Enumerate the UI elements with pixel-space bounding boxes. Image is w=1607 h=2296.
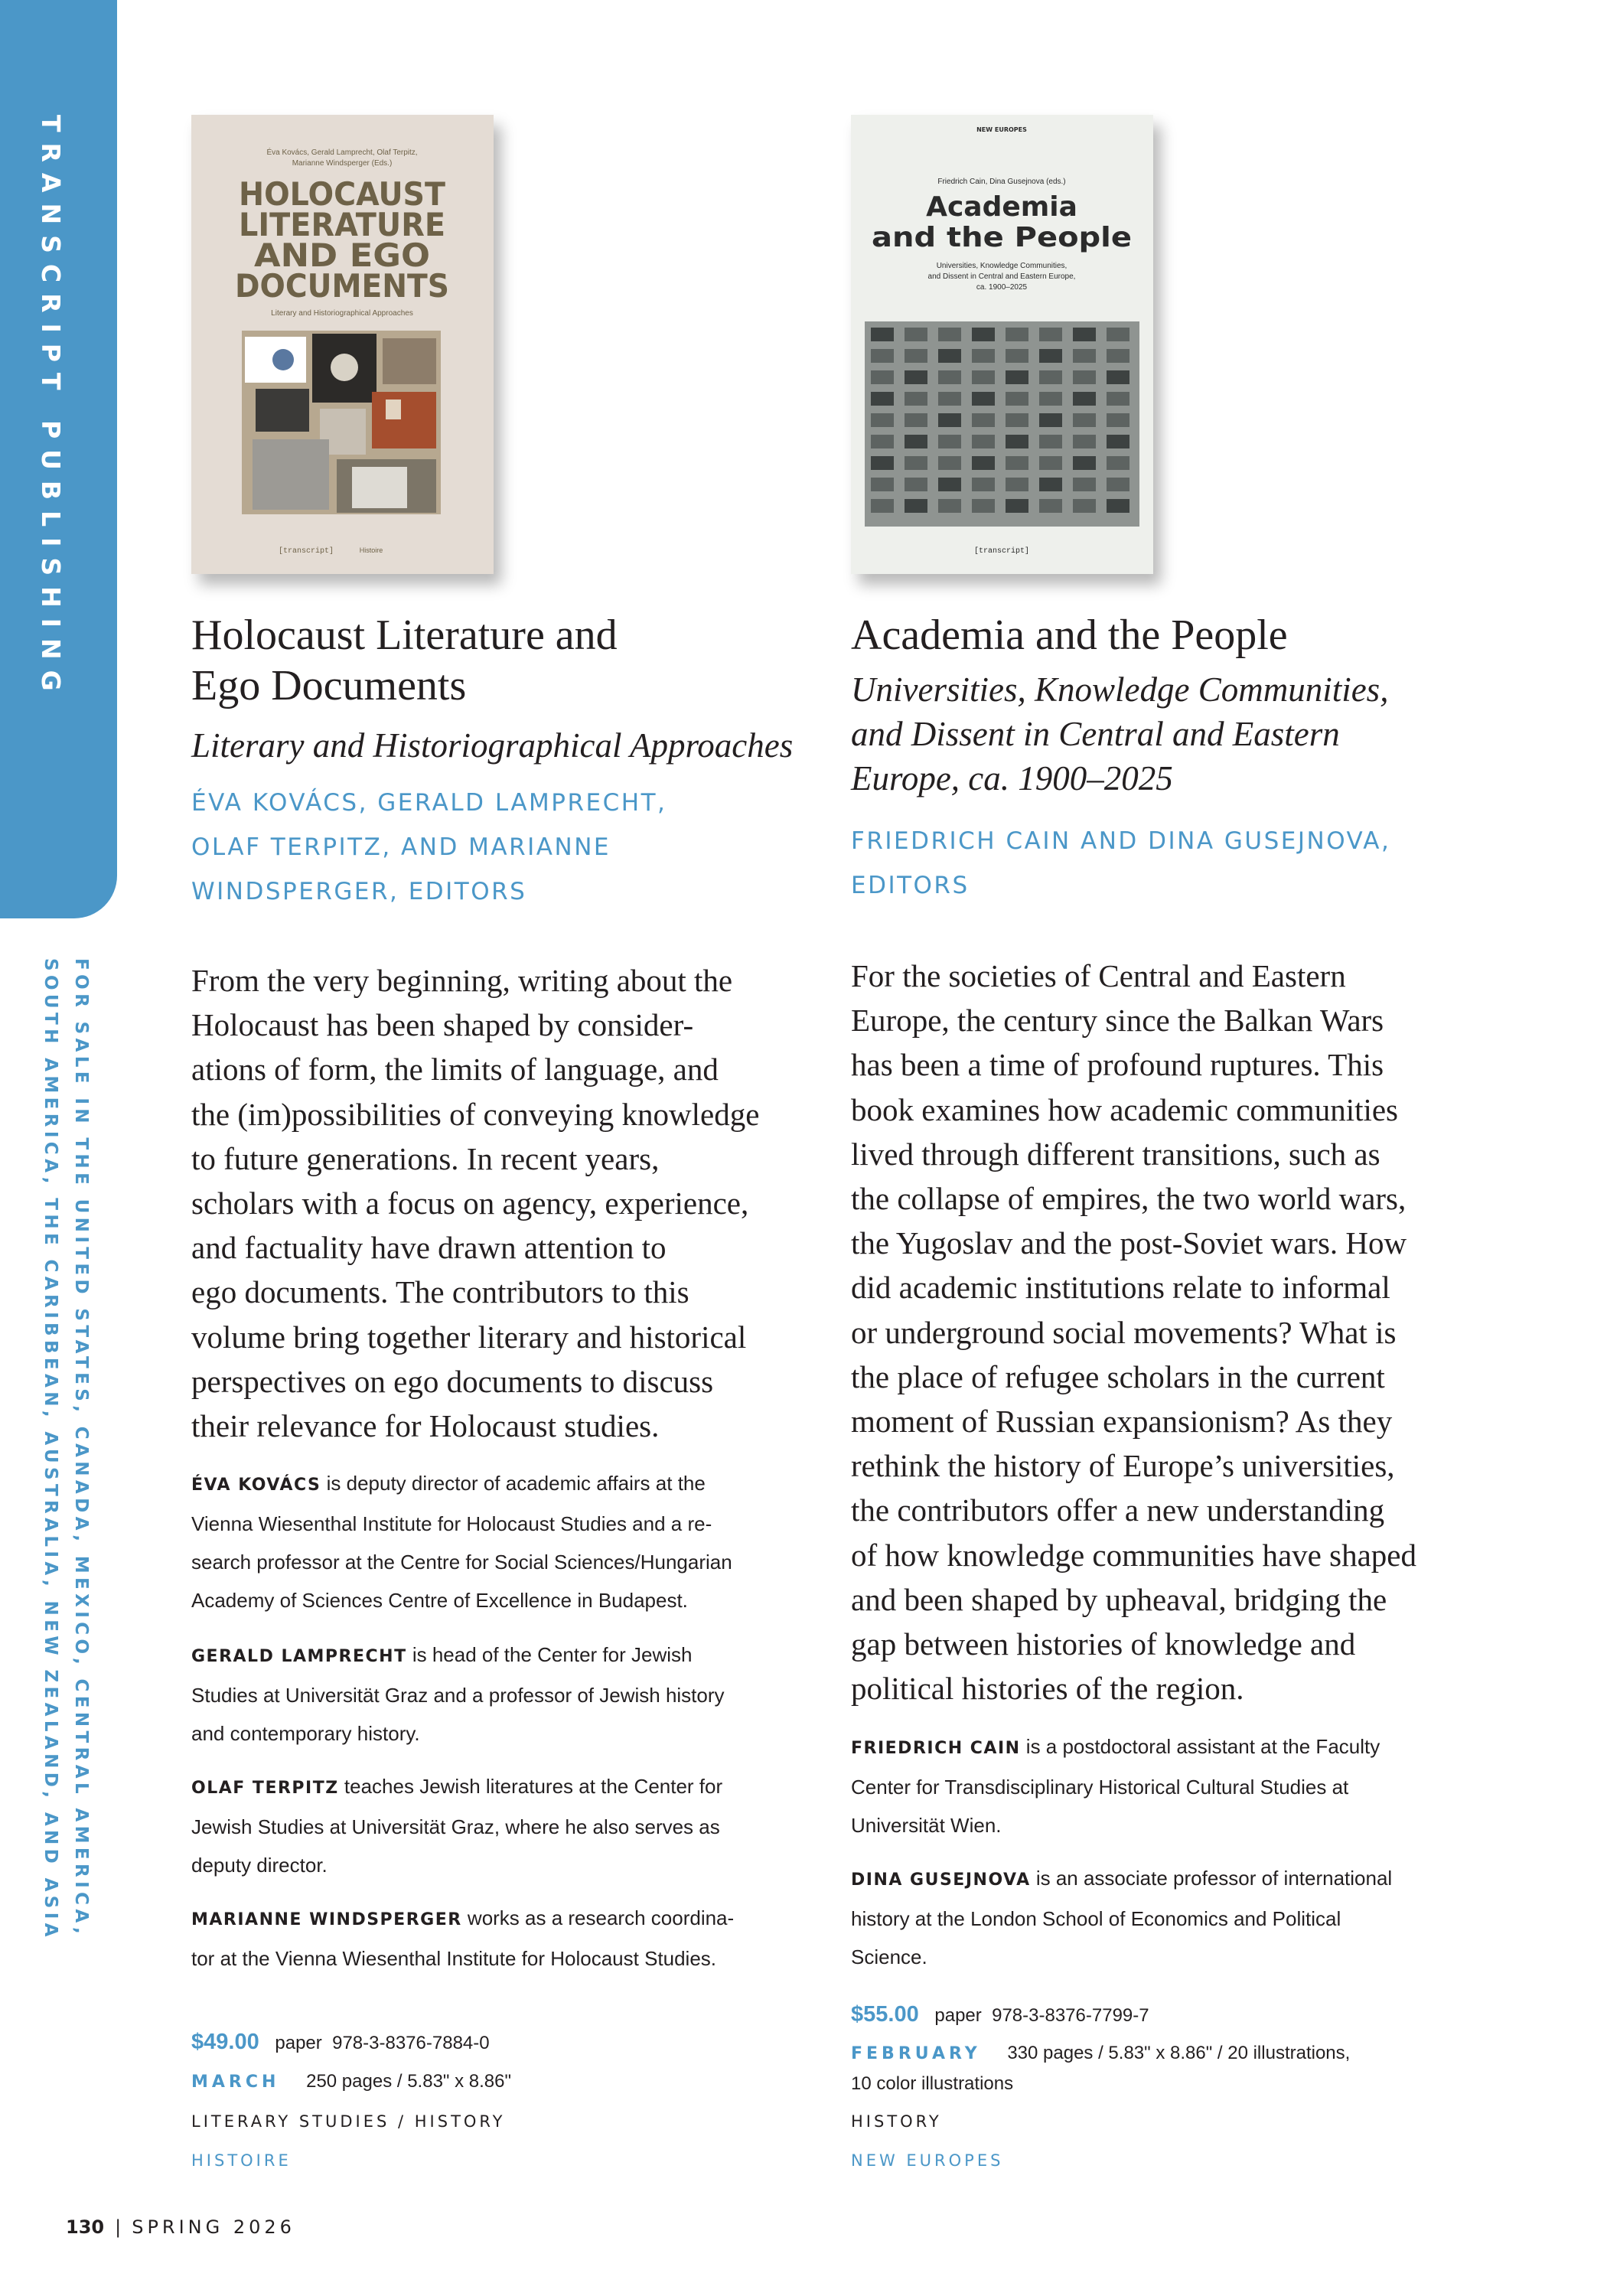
- description-line: rethink the history of Europe’s universities,: [851, 1448, 1395, 1484]
- book-subtitle: [851, 667, 1388, 801]
- subtitle-line: Europe, ca. 1900–2025: [851, 759, 1173, 797]
- description-line: lived through different transitions, such as: [851, 1136, 1380, 1172]
- building-window: [1107, 349, 1129, 363]
- cover-art: [851, 115, 1153, 574]
- bio-text: Studies at Universität Graz and a professor of Jewish history: [191, 1684, 725, 1707]
- building-window: [972, 370, 995, 384]
- cover-subtitle-line-2: and Dissent in Central and Eastern Europe,: [927, 272, 1076, 281]
- description-line: the Yugoslav and the post-Soviet wars. How: [851, 1225, 1407, 1261]
- building-window: [1073, 328, 1096, 341]
- cover-series-label: NEW EUROPES: [976, 126, 1027, 133]
- building-window: [1107, 370, 1129, 384]
- author-bio-gusejnova: [851, 1859, 1392, 1976]
- building-window: [905, 456, 927, 470]
- description-line: to future generations. In recent years,: [191, 1140, 660, 1176]
- building-window: [1039, 349, 1062, 363]
- building-window: [972, 328, 995, 341]
- building-window: [1039, 478, 1062, 491]
- cover-credits-line-2: Marianne Windsperger (Eds.): [292, 159, 393, 168]
- cover-imprint-series: Histoire: [359, 546, 383, 554]
- building-window: [938, 392, 961, 406]
- building-window: [938, 435, 961, 448]
- building-window: [1107, 392, 1129, 406]
- format: paper: [275, 2033, 322, 2053]
- bio-text: is an associate professor of international: [1030, 1867, 1393, 1890]
- description-line: the contributors offer a new understanding: [851, 1492, 1385, 1528]
- book-description: [851, 954, 1416, 1711]
- bio-name: ÉVA KOVÁCS: [191, 1476, 321, 1495]
- building-window: [1006, 392, 1028, 406]
- bio-name: FRIEDRICH CAIN: [851, 1739, 1021, 1758]
- cover-title-line-2: and the People: [872, 222, 1132, 253]
- building-window: [1039, 456, 1062, 470]
- building-window: [1107, 499, 1129, 513]
- isbn: 978-3-8376-7884-0: [332, 2033, 490, 2053]
- description-line: For the societies of Central and Eastern: [851, 958, 1346, 993]
- price-line: [851, 2002, 1149, 2027]
- bio-text: Science.: [851, 1945, 927, 1968]
- book-cover-holocaust[interactable]: [191, 115, 494, 574]
- series-link[interactable]: HISTOIRE: [191, 2151, 292, 2170]
- building-window: [1006, 413, 1028, 427]
- bio-name: GERALD LAMPRECHT: [191, 1647, 407, 1666]
- author-bio-terpitz: [191, 1767, 722, 1884]
- building-window: [938, 370, 961, 384]
- editors-line-1: FRIEDRICH CAIN AND DINA GUSEJNOVA,: [851, 827, 1391, 855]
- building-window: [1107, 413, 1129, 427]
- cover-subtitle-line-3: ca. 1900–2025: [976, 283, 1028, 292]
- building-window: [1006, 499, 1028, 513]
- building-window: [1073, 392, 1096, 406]
- building-window: [905, 413, 927, 427]
- building-window: [938, 328, 961, 341]
- publication-details: [191, 2071, 511, 2092]
- bio-text: Center for Transdisciplinary Historical Cultural Studies at: [851, 1776, 1349, 1799]
- building-window: [972, 478, 995, 491]
- bio-text: is deputy director of academic affairs at the: [321, 1472, 706, 1495]
- cover-imprint: [transcript]: [278, 547, 334, 556]
- price-line: [191, 2030, 490, 2055]
- description-line: their relevance for Holocaust studies.: [191, 1408, 660, 1444]
- bio-text: works as a research coordina-: [461, 1906, 735, 1929]
- page-number: 130: [66, 2216, 105, 2238]
- building-window: [1107, 478, 1129, 491]
- editors-line-3: WINDSPERGER, EDITORS: [191, 878, 527, 905]
- bio-text: Jewish Studies at Universität Graz, where he also serves as: [191, 1815, 720, 1838]
- cover-building-photo: [865, 321, 1139, 527]
- publisher-name: TRANSCRIPT PUBLISHING: [36, 115, 66, 702]
- building-window: [938, 413, 961, 427]
- editors-line-2: OLAF TERPITZ, AND MARIANNE: [191, 833, 611, 861]
- building-window: [871, 370, 894, 384]
- description-line: of how knowledge communities have shaped: [851, 1537, 1416, 1573]
- bio-text: deputy director.: [191, 1854, 328, 1877]
- cover-imprint: [transcript]: [973, 547, 1030, 556]
- author-bio-windsperger: [191, 1899, 734, 1978]
- bio-text: is head of the Center for Jewish: [406, 1643, 693, 1666]
- building-window: [1006, 478, 1028, 491]
- book-editors: [851, 819, 1390, 908]
- building-window: [1006, 456, 1028, 470]
- building-window: [1006, 328, 1028, 341]
- building-window: [1006, 435, 1028, 448]
- description-line: and factuality have drawn attention to: [191, 1230, 667, 1266]
- building-window: [1107, 435, 1129, 448]
- cover-subtitle: Literary and Historiographical Approaches: [271, 309, 413, 318]
- building-window: [905, 349, 927, 363]
- building-window: [938, 456, 961, 470]
- building-window: [871, 478, 894, 491]
- cover-title-line-1: HOLOCAUST: [239, 175, 446, 213]
- page-footer: [66, 2216, 295, 2238]
- distribution-line-1: FOR SALE IN THE UNITED STATES, CANADA, MEXICO, CENTRAL AMERICA,: [71, 958, 91, 1939]
- building-window: [1039, 328, 1062, 341]
- bio-text: tor at the Vienna Wiesenthal Institute for Holocaust Studies.: [191, 1947, 717, 1970]
- isbn: 978-3-8376-7799-7: [992, 2005, 1149, 2026]
- bio-text: Universität Wien.: [851, 1814, 1002, 1837]
- building-window: [972, 392, 995, 406]
- building-window: [972, 435, 995, 448]
- book-title[interactable]: [191, 610, 618, 711]
- building-window: [1073, 456, 1096, 470]
- footer-separator: |: [115, 2216, 122, 2238]
- building-window: [1039, 413, 1062, 427]
- building-window: [938, 478, 961, 491]
- cover-subtitle-line-1: Universities, Knowledge Communities,: [936, 262, 1068, 270]
- description-line: ations of form, the limits of language, and: [191, 1052, 719, 1088]
- book-title-line-1: Academia and the People: [851, 612, 1288, 659]
- description-line: book examines how academic communities: [851, 1091, 1399, 1127]
- building-window: [1039, 370, 1062, 384]
- building-window: [938, 349, 961, 363]
- specs: 330 pages / 5.83" x 8.86" / 20 illustrations,: [1007, 2043, 1351, 2063]
- building-window: [1039, 392, 1062, 406]
- building-window: [871, 435, 894, 448]
- building-window: [871, 456, 894, 470]
- series-link[interactable]: NEW EUROPES: [851, 2151, 1004, 2170]
- publisher-side-tab: [0, 0, 117, 918]
- building-window: [938, 499, 961, 513]
- description-line: or underground social movements? What is: [851, 1314, 1397, 1350]
- bio-name: MARIANNE WINDSPERGER: [191, 1910, 462, 1929]
- bio-text: is a postdoctoral assistant at the Faculty: [1020, 1735, 1380, 1758]
- price: $55.00: [851, 2002, 919, 2027]
- building-window: [871, 392, 894, 406]
- building-window: [972, 413, 995, 427]
- description-line: the (im)possibilities of conveying knowledge: [191, 1096, 760, 1132]
- building-window: [905, 499, 927, 513]
- cover-credits-line-1: Friedrich Cain, Dina Gusejnova (eds.): [937, 178, 1066, 186]
- subject-category: HISTORY: [851, 2112, 942, 2131]
- book-title-line-1: Holocaust Literature and: [191, 612, 618, 659]
- building-window: [1107, 328, 1129, 341]
- building-window: [1073, 370, 1096, 384]
- author-bio-cain: [851, 1727, 1380, 1844]
- building-window: [905, 328, 927, 341]
- cover-credits-line-1: Éva Kovács, Gerald Lamprecht, Olaf Terpitz,: [266, 148, 418, 157]
- building-window: [972, 499, 995, 513]
- distribution-line-2: SOUTH AMERICA, THE CARIBBEAN, AUSTRALIA, NEW ZEALAND, AND ASIA: [41, 958, 60, 1941]
- building-window: [1073, 478, 1096, 491]
- building-window: [905, 392, 927, 406]
- building-window: [1073, 435, 1096, 448]
- price: $49.00: [191, 2030, 259, 2054]
- distribution-note: [35, 958, 96, 1941]
- book-description: [191, 958, 759, 1448]
- cover-title-line-4: DOCUMENTS: [235, 267, 449, 305]
- bio-name: DINA GUSEJNOVA: [851, 1870, 1031, 1890]
- pub-month: MARCH: [191, 2073, 280, 2092]
- cover-title-line-1: Academia: [926, 191, 1077, 223]
- building-window: [972, 456, 995, 470]
- description-line: Europe, the century since the Balkan Wars: [851, 1003, 1384, 1039]
- building-window: [871, 328, 894, 341]
- description-line: Holocaust has been shaped by consider-: [191, 1007, 694, 1043]
- editors-line-1: ÉVA KOVÁCS, GERALD LAMPRECHT,: [191, 789, 667, 817]
- cover-title-line-2: LITERATURE: [239, 206, 445, 243]
- description-line: perspectives on ego documents to discuss: [191, 1363, 714, 1399]
- catalog-season: SPRING 2026: [132, 2216, 295, 2238]
- subject-category: LITERARY STUDIES / HISTORY: [191, 2112, 506, 2131]
- building-window: [1039, 499, 1062, 513]
- bio-text: Academy of Sciences Centre of Excellence in Budapest.: [191, 1589, 688, 1612]
- description-line: From the very beginning, writing about the: [191, 963, 733, 998]
- cover-title-line-3: AND EGO: [254, 236, 430, 274]
- building-window: [871, 499, 894, 513]
- building-window: [1107, 456, 1129, 470]
- cover-art: [191, 115, 494, 574]
- description-line: the collapse of empires, the two world wars,: [851, 1181, 1407, 1217]
- building-window: [871, 413, 894, 427]
- cover-collage: [242, 331, 441, 514]
- author-bio-kovacs: [191, 1464, 732, 1619]
- bio-text: and contemporary history.: [191, 1722, 420, 1745]
- subtitle-line: and Dissent in Central and Eastern: [851, 715, 1340, 753]
- specs: 250 pages / 5.83" x 8.86": [306, 2071, 511, 2092]
- description-line: ego documents. The contributors to this: [191, 1274, 689, 1310]
- book-editors: [191, 781, 667, 914]
- pub-month: FEBRUARY: [851, 2044, 981, 2063]
- building-window: [1006, 349, 1028, 363]
- building-window: [905, 435, 927, 448]
- description-line: volume bring together literary and historical: [191, 1319, 747, 1355]
- building-window: [871, 349, 894, 363]
- format: paper: [934, 2005, 982, 2026]
- building-window: [1006, 370, 1028, 384]
- building-window: [905, 370, 927, 384]
- specs-continued: 10 color illustrations: [851, 2073, 1014, 2094]
- building-window: [1073, 349, 1096, 363]
- building-window: [972, 349, 995, 363]
- editors-line-2: EDITORS: [851, 872, 970, 899]
- description-line: did academic institutions relate to informal: [851, 1270, 1390, 1306]
- book-title-line-2: Ego Documents: [191, 662, 467, 709]
- building-window: [905, 478, 927, 491]
- description-line: the place of refugee scholars in the current: [851, 1358, 1385, 1394]
- building-window: [1039, 435, 1062, 448]
- book-subtitle: Literary and Historiographical Approaches: [191, 726, 794, 765]
- author-bio-lamprecht: [191, 1636, 725, 1753]
- description-line: moment of Russian expansionism? As they: [851, 1404, 1393, 1440]
- description-line: has been a time of profound ruptures. This: [851, 1047, 1384, 1083]
- description-line: political histories of the region.: [851, 1671, 1244, 1707]
- bio-text: search professor at the Centre for Social Sciences/Hungarian: [191, 1551, 732, 1574]
- description-line: gap between histories of knowledge and: [851, 1626, 1356, 1662]
- book-cover-academia[interactable]: [851, 115, 1153, 574]
- bio-text: Vienna Wiesenthal Institute for Holocaust Studies and a re-: [191, 1512, 712, 1535]
- building-window: [1073, 413, 1096, 427]
- description-line: and been shaped by upheaval, bridging the: [851, 1581, 1387, 1617]
- publication-details: [851, 2043, 1350, 2064]
- subtitle-line: Universities, Knowledge Communities,: [851, 670, 1389, 709]
- bio-text: teaches Jewish literatures at the Center for: [338, 1775, 723, 1798]
- building-window: [1073, 499, 1096, 513]
- book-title[interactable]: [851, 610, 1288, 660]
- bio-text: history at the London School of Economics and Political: [851, 1907, 1341, 1930]
- bio-name: OLAF TERPITZ: [191, 1779, 339, 1798]
- description-line: scholars with a focus on agency, experience,: [191, 1186, 749, 1221]
